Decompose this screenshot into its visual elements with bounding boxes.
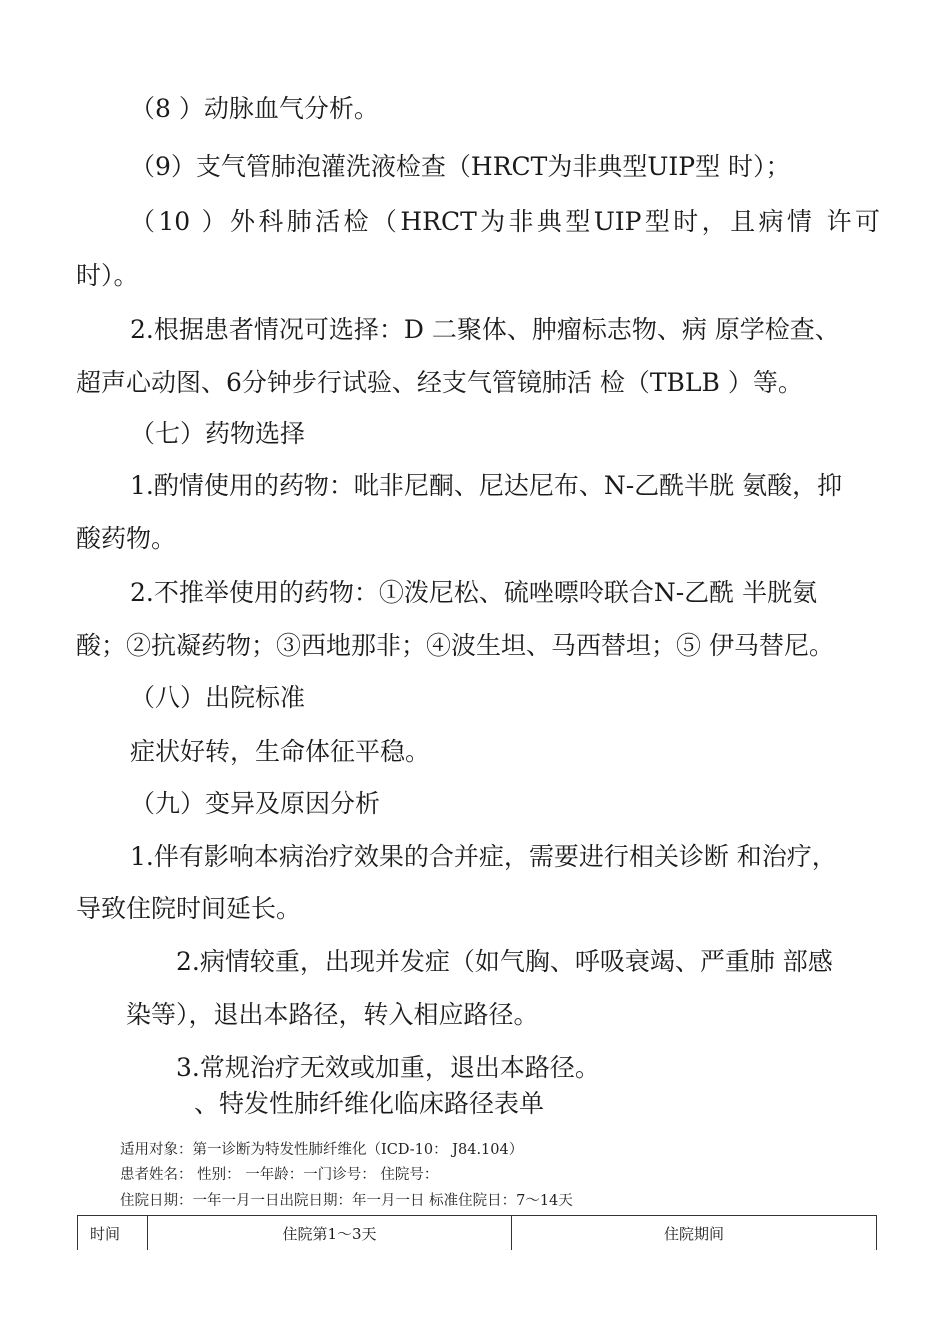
section-heading-discharge: （八）出院标准 <box>130 683 306 712</box>
clinical-pathway-table <box>77 1215 877 1250</box>
paragraph-variance-3: 3.常规治疗无效或加重，退出本路径。 <box>176 1053 600 1082</box>
paragraph-optional-tests: 2.根据患者情况可选择：D 二聚体、肿瘤标志物、病 原学检查、 <box>130 315 840 344</box>
paragraph-bal: （9）支气管肺泡灌洗液检查（HRCT为非典型UIP型 时）； <box>130 152 791 181</box>
paragraph-biopsy-cont: 时）。 <box>76 261 139 290</box>
paragraph-variance-1-cont: 导致住院时间延长。 <box>76 894 302 923</box>
form-admission-dates: 住院日期：一年一月一日出院日期：年一月一日 标准住院日：7～14天 <box>120 1193 573 1209</box>
paragraph-optional-tests-cont: 超声心动图、6分钟步行试验、经支气管镜肺活 检（TBLB ）等。 <box>76 368 803 397</box>
form-patient-info: 患者姓名： 性别： 一年龄：一门诊号： 住院号： <box>120 1167 439 1183</box>
form-applies-to: 适用对象：第一诊断为特发性肺纤维化（ICD-10： J84.104） <box>120 1142 524 1158</box>
table-header-row <box>78 1216 877 1251</box>
paragraph-biopsy: （10 ）外科肺活检（HRCT为非典型UIP型时，且病情 许可 <box>130 207 880 236</box>
paragraph-blood-gas: （8 ）动脉血气分析。 <box>130 94 379 123</box>
table-header-day-1-3: 住院第1～3天 <box>148 1216 512 1251</box>
paragraph-drugs-recommended-cont: 酸药物。 <box>76 524 177 553</box>
table-header-time: 时间 <box>78 1216 148 1251</box>
section-heading-variance: （九）变异及原因分析 <box>130 789 381 818</box>
paragraph-variance-2-cont: 染等），退出本路径，转入相应路径。 <box>126 1000 539 1029</box>
paragraph-variance-2: 2.病情较重，出现并发症（如气胸、呼吸衰竭、严重肺 部感 <box>176 947 833 976</box>
table-header-stay: 住院期间 <box>512 1216 877 1251</box>
section-heading-drugs: （七）药物选择 <box>130 419 306 448</box>
form-title: 、特发性肺纤维化临床路径表单 <box>194 1089 545 1118</box>
paragraph-discharge: 症状好转，生命体征平稳。 <box>130 737 431 766</box>
paragraph-drugs-recommended: 1.酌情使用的药物：吡非尼酮、尼达尼布、N-乙酰半胱 氨酸，抑 <box>130 471 843 500</box>
paragraph-drugs-not-recommended: 2.不推举使用的药物：①泼尼松、硫唑嘌呤联合N-乙酰 半胱氨 <box>130 578 818 607</box>
paragraph-drugs-not-recommended-cont: 酸；②抗凝药物；③西地那非；④波生坦、马西替坦；⑤ 伊马替尼。 <box>76 631 834 660</box>
paragraph-variance-1: 1.伴有影响本病治疗效果的合并症，需要进行相关诊断 和治疗， <box>130 842 837 871</box>
